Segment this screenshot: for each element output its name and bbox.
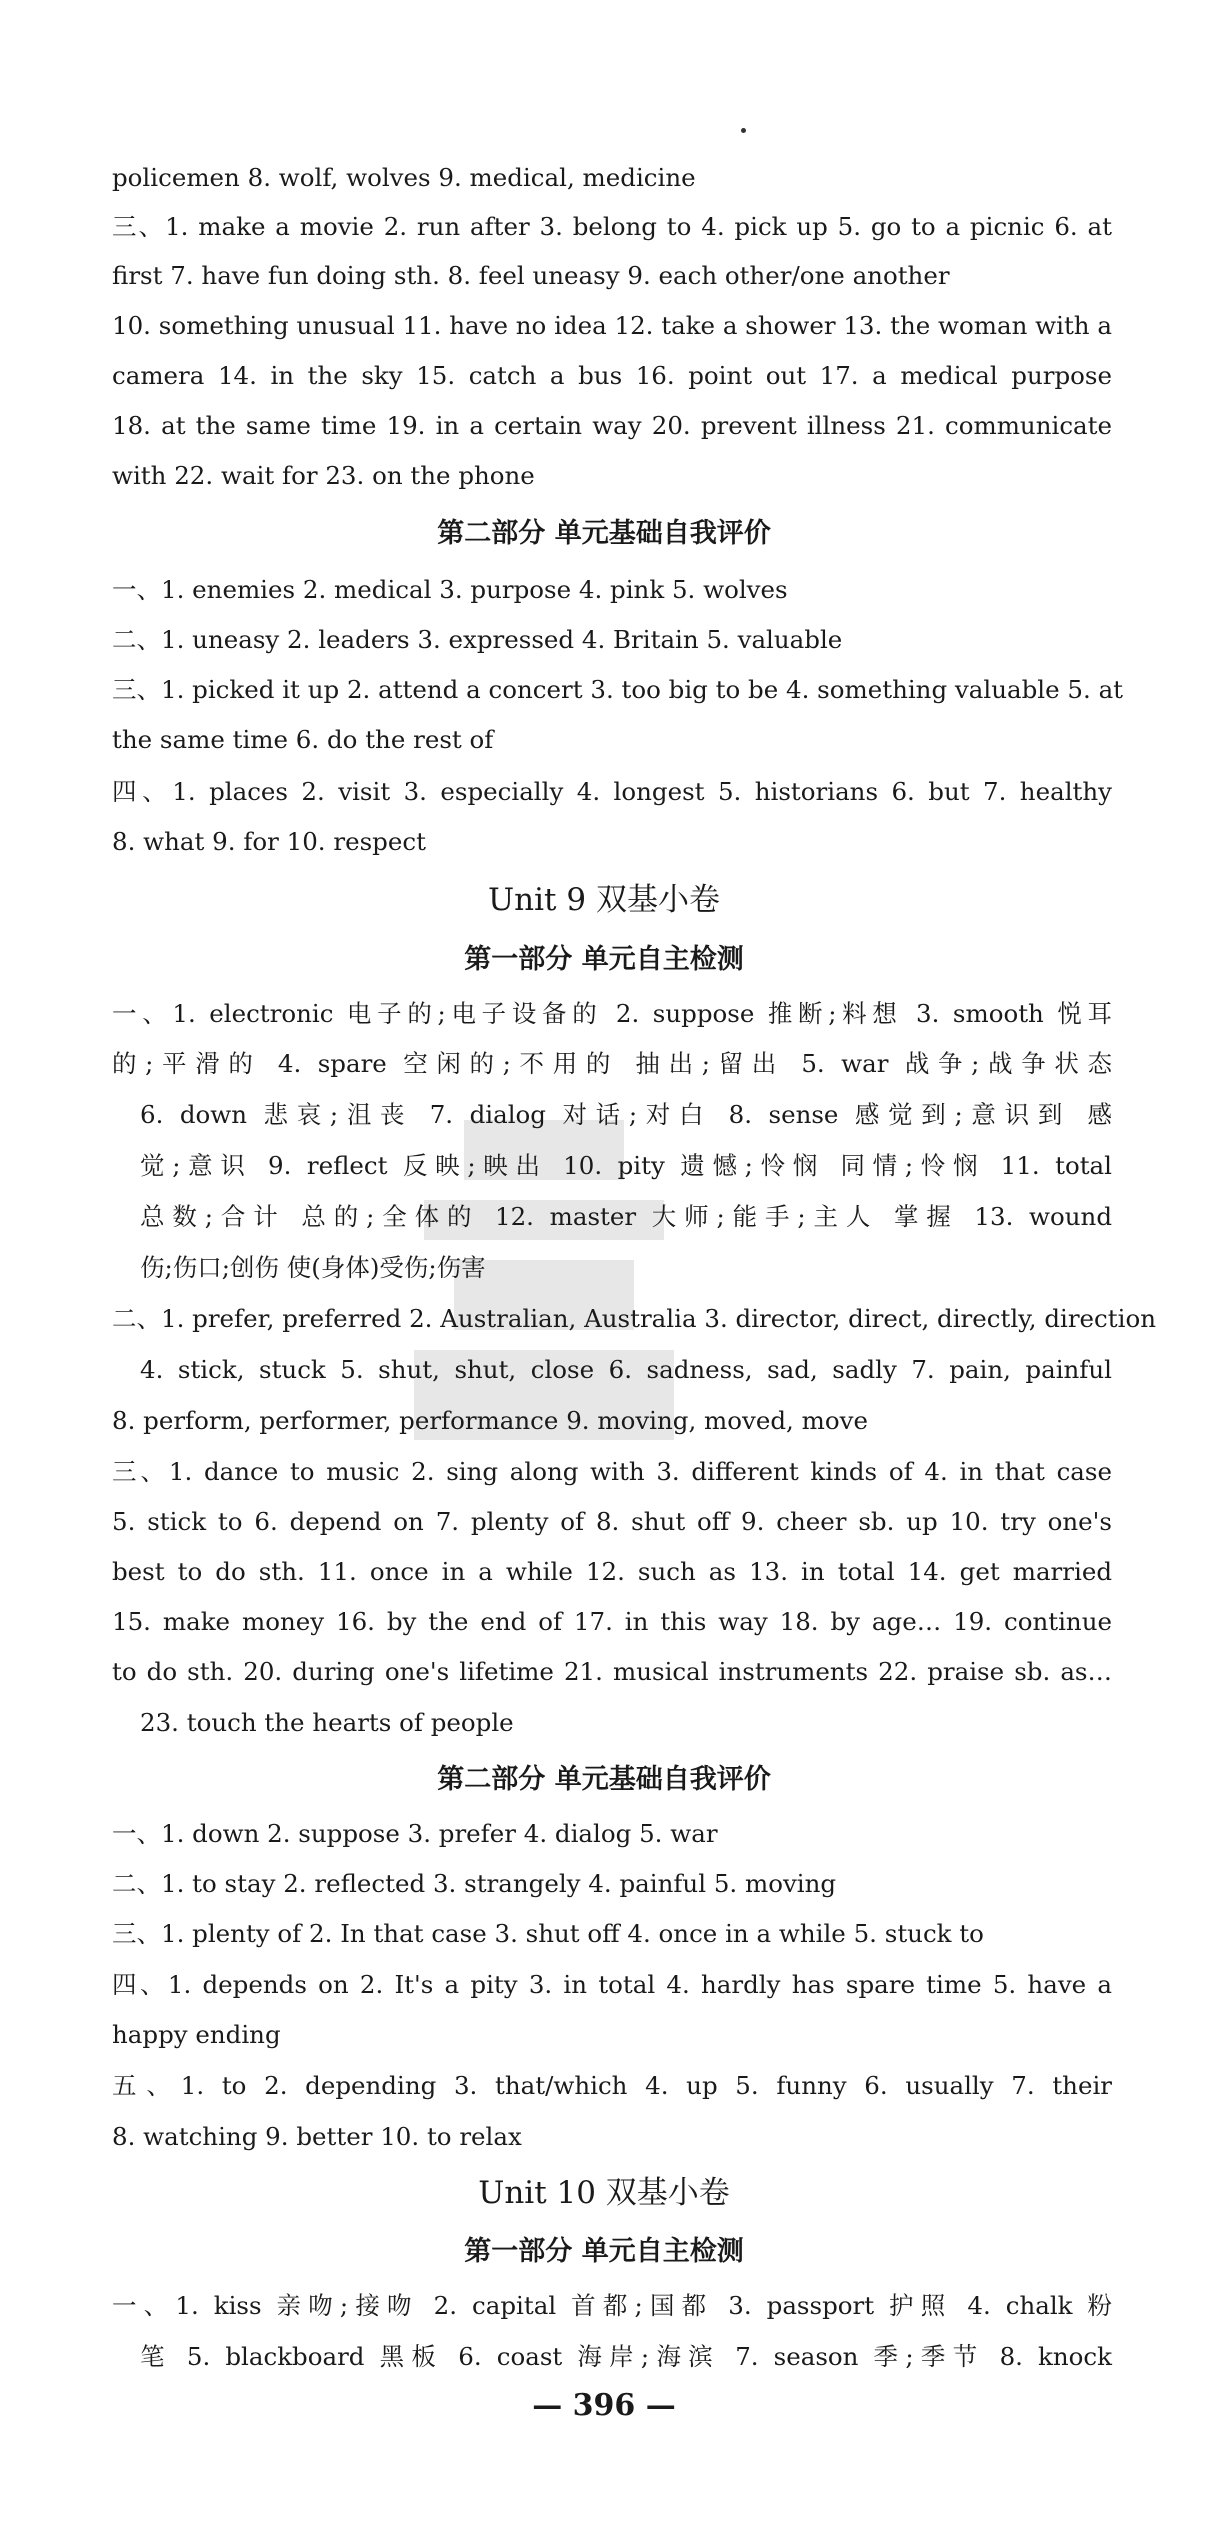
- section-heading-part1: 第一部分 单元自主检测: [464, 2236, 744, 2267]
- answer-line: 一、1. enemies 2. medical 3. purpose 4. pink 5. wolves: [112, 575, 788, 604]
- answer-line: 8. watching 9. better 10. to relax: [112, 2122, 522, 2151]
- answer-line: best to do sth. 11. once in a while 12. such as 13. in total 14. get married: [112, 1557, 1112, 1586]
- answer-line: 三、1. picked it up 2. attend a concert 3. too big to be 4. something valuable 5. at: [112, 675, 1124, 704]
- answer-line: 觉;意识 9. reflect 反映;映出 10. pity 遗憾;怜悯 同情;怜悯 11. total: [140, 1151, 1112, 1180]
- answer-line: first 7. have fun doing sth. 8. feel uneasy 9. each other/one another: [112, 261, 950, 290]
- answer-line: 三、1. dance to music 2. sing along with 3. different kinds of 4. in that case: [112, 1457, 1112, 1486]
- answer-line: 笔 5. blackboard 黑板 6. coast 海岸;海滨 7. season 季;季节 8. knock: [140, 2342, 1112, 2371]
- section-heading-part2: 第二部分 单元基础自我评价: [437, 518, 771, 549]
- answer-line: 总数;合计 总的;全体的 12. master 大师;能手;主人 掌握 13. wound: [140, 1202, 1112, 1231]
- unit-9-title: Unit 9 双基小卷: [488, 882, 720, 918]
- answer-line: to do sth. 20. during one's lifetime 21. musical instruments 22. praise sb. as…: [112, 1657, 1112, 1686]
- answer-line: 23. touch the hearts of people: [140, 1708, 514, 1737]
- answer-line: 三、1. plenty of 2. In that case 3. shut off 4. once in a while 5. stuck to: [112, 1919, 984, 1948]
- answer-line: 15. make money 16. by the end of 17. in this way 18. by age… 19. continue: [112, 1607, 1112, 1636]
- answer-line: happy ending: [112, 2020, 281, 2049]
- answer-line: 一、1. kiss 亲吻;接吻 2. capital 首都;国都 3. passport 护照 4. chalk 粉: [112, 2291, 1112, 2320]
- section-heading-part1: 第一部分 单元自主检测: [464, 944, 744, 975]
- answer-line: 伤;伤口;创伤 使(身体)受伤;伤害: [140, 1253, 486, 1282]
- answer-line: 二、1. prefer, preferred 2. Australian, Australia 3. director, direct, directly, direction: [112, 1304, 1156, 1333]
- answer-line: 8. what 9. for 10. respect: [112, 827, 426, 856]
- top-dot-mark: [741, 128, 746, 133]
- answer-line: camera 14. in the sky 15. catch a bus 16. point out 17. a medical purpose: [112, 361, 1112, 390]
- answer-line: 二、1. to stay 2. reflected 3. strangely 4. painful 5. moving: [112, 1869, 837, 1898]
- answer-line: 一、1. electronic 电子的;电子设备的 2. suppose 推断;料想 3. smooth 悦耳: [112, 999, 1112, 1028]
- answer-line: 三、1. make a movie 2. run after 3. belong to 4. pick up 5. go to a picnic 6. at: [112, 212, 1112, 241]
- answer-line: 一、1. down 2. suppose 3. prefer 4. dialog 5. war: [112, 1819, 718, 1848]
- answer-line: 8. perform, performer, performance 9. moving, moved, move: [112, 1406, 868, 1435]
- answer-line: 四、1. places 2. visit 3. especially 4. longest 5. historians 6. but 7. healthy: [112, 777, 1112, 806]
- page-number: — 396 —: [532, 2388, 676, 2423]
- answer-line: 二、1. uneasy 2. leaders 3. expressed 4. Britain 5. valuable: [112, 625, 843, 654]
- answer-line: with 22. wait for 23. on the phone: [112, 461, 535, 490]
- answer-line: policemen 8. wolf, wolves 9. medical, medicine: [112, 163, 696, 192]
- answer-line: 的;平滑的 4. spare 空闲的;不用的 抽出;留出 5. war 战争;战争状态: [112, 1049, 1112, 1078]
- answer-line: 4. stick, stuck 5. shut, shut, close 6. sadness, sad, sadly 7. pain, painful: [140, 1355, 1112, 1384]
- answer-line: 五、1. to 2. depending 3. that/which 4. up 5. funny 6. usually 7. their: [112, 2071, 1112, 2100]
- section-heading-part2: 第二部分 单元基础自我评价: [437, 1764, 771, 1795]
- answer-line: 6. down 悲哀;沮丧 7. dialog 对话;对白 8. sense 感觉到;意识到 感: [140, 1100, 1112, 1129]
- answer-line: 18. at the same time 19. in a certain way 20. prevent illness 21. communicate: [112, 411, 1112, 440]
- answer-line: 5. stick to 6. depend on 7. plenty of 8. shut off 9. cheer sb. up 10. try one's: [112, 1507, 1112, 1536]
- answer-line: 10. something unusual 11. have no idea 12. take a shower 13. the woman with a: [112, 311, 1112, 340]
- answer-line: 四、1. depends on 2. It's a pity 3. in total 4. hardly has spare time 5. have a: [112, 1970, 1112, 1999]
- unit-10-title: Unit 10 双基小卷: [478, 2175, 730, 2211]
- answer-line: the same time 6. do the rest of: [112, 725, 494, 754]
